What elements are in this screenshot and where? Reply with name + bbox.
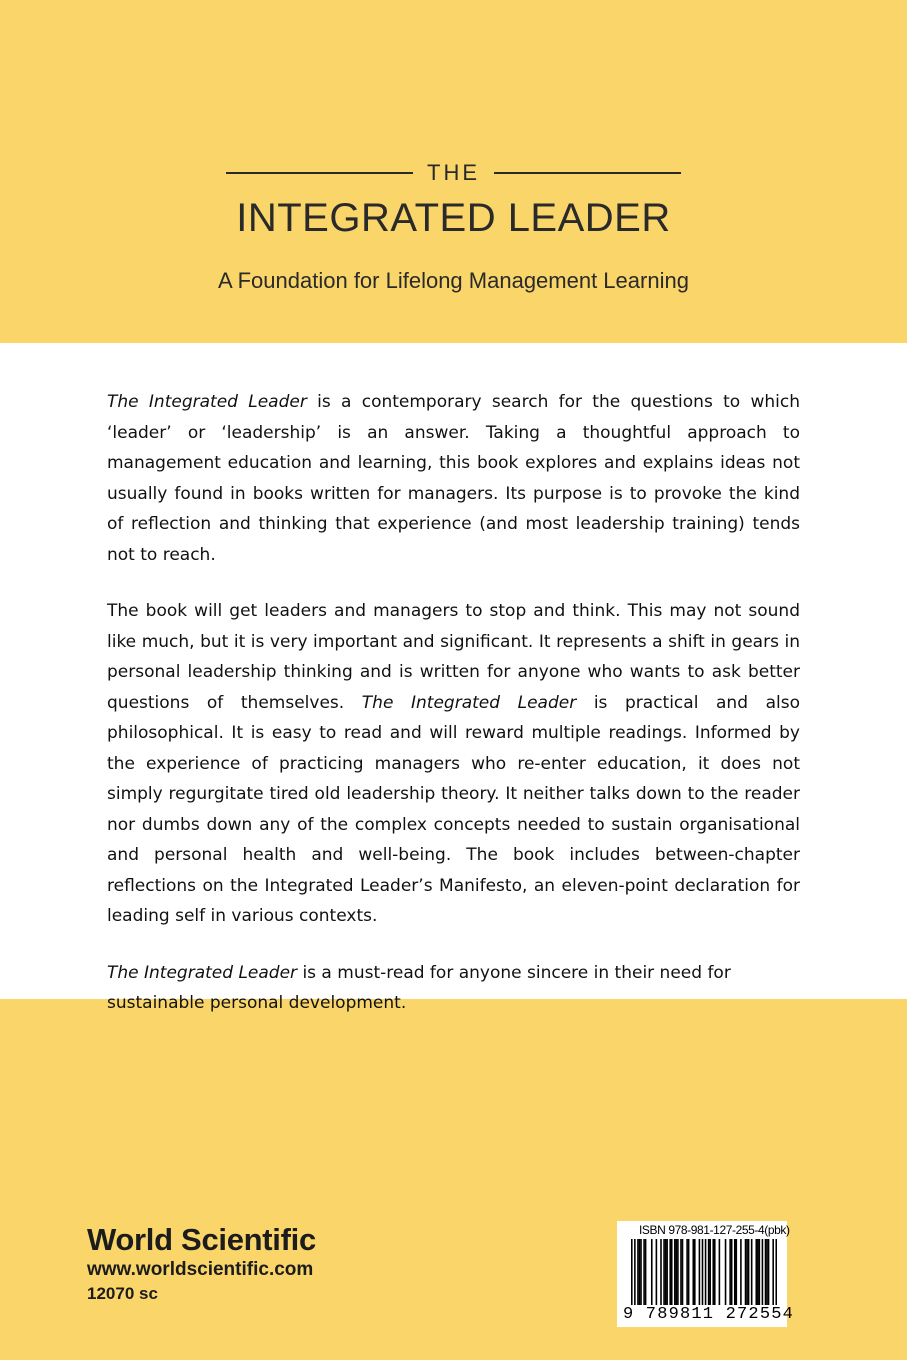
blurb-paragraph-3 (107, 958, 800, 1019)
barcode-bar (666, 1239, 668, 1305)
barcode-bar (705, 1239, 707, 1305)
barcode-bar (677, 1239, 679, 1305)
the-heading-row (0, 160, 907, 186)
book-title: INTEGRATED LEADER (236, 196, 671, 240)
barcode-bar (669, 1239, 671, 1305)
barcode-bar (751, 1239, 753, 1305)
title-article: THE (427, 160, 480, 185)
barcode-bar (714, 1239, 716, 1305)
blurb-text (107, 387, 800, 1045)
barcode-bar (734, 1239, 736, 1305)
title-mention: The Integrated Leader (361, 692, 577, 713)
barcode-bar (772, 1239, 774, 1305)
barcode-bar (736, 1239, 738, 1305)
barcode-bar (708, 1239, 710, 1305)
barcode-bar (709, 1239, 711, 1305)
barcode-bar (712, 1239, 714, 1305)
barcode-bar (762, 1239, 764, 1305)
barcode-bar (688, 1239, 690, 1305)
barcode-bar (759, 1239, 761, 1305)
barcode-bar (645, 1239, 647, 1305)
barcode-bar (740, 1239, 742, 1305)
barcode-bar (757, 1239, 759, 1305)
barcode-bar (729, 1239, 731, 1305)
publisher-name: World Scientific (87, 1222, 316, 1257)
barcode-bar (719, 1239, 721, 1305)
barcode-bar (631, 1239, 633, 1305)
publisher-url: www.worldscientific.com (87, 1259, 314, 1280)
barcode-bar (768, 1239, 770, 1305)
barcode-bar (634, 1239, 636, 1305)
barcode-bar (746, 1239, 748, 1305)
isbn-barcode (617, 1221, 795, 1327)
publisher-block (87, 1222, 316, 1306)
isbn-label: ISBN 978-981-127-255-4(pbk) (639, 1223, 790, 1237)
barcode-bar (694, 1239, 696, 1305)
barcode-bar (656, 1239, 658, 1305)
blurb-paragraph-1 (107, 387, 800, 570)
barcode-bar (745, 1239, 747, 1305)
barcode-bar (665, 1239, 667, 1305)
paragraph-text: is practical and also philosophical. It is easy to read and will reward multiple readings. Informed by the experience of practicing managers who re-enter education, it does not simply regurgitate tired old leadership theory. It neither talks down to the reader nor dumbs down any of the complex concepts needed to sustain organisational and personal health and well-being. The book includes between-chapter reflections on the Integrated Leader’s Manifesto, an eleven-point declaration for leading self in various contexts. (107, 692, 801, 926)
barcode-bar (663, 1239, 665, 1305)
barcode-bar (775, 1239, 777, 1305)
barcode-bar (702, 1239, 704, 1305)
barcode-bar (660, 1239, 662, 1305)
barcode-bar (699, 1239, 701, 1305)
barcode-bar (682, 1239, 684, 1305)
paragraph-text: is a contemporary search for the questions to which ‘leader’ or ‘leadership’ is an answer. Taking a thoughtful approach to management education and learning, this book explores and explains ideas not usually found in books written for managers. Its purpose is to provoke the kind of reflection and thinking that experience (and most leadership training) tends not to reach. (107, 392, 800, 565)
barcode-bar (643, 1239, 645, 1305)
title-mention: The Integrated Leader (107, 962, 298, 983)
barcode-bar (765, 1239, 767, 1305)
barcode-bar (725, 1239, 727, 1305)
barcode-bars (631, 1239, 777, 1305)
paragraph-text: is a must-read for anyone sincere in their need for sustainable personal development. (107, 962, 731, 1013)
paragraph-text: The book will get leaders and managers to stop and think. This may not sound like much, but it is very important and significant. It represents a shift in gears in personal leadership thinking and is written for anyone who wants to ask better questions of themselves. (107, 601, 800, 713)
barcode-bar (637, 1239, 639, 1305)
barcode-bar (766, 1239, 768, 1305)
barcode-bar (651, 1239, 653, 1305)
barcode-bar (755, 1239, 757, 1305)
barcode-bar (731, 1239, 733, 1305)
barcode-digits: 9 789811 272554 (623, 1305, 795, 1324)
product-code: 12070 sc (87, 1284, 158, 1303)
book-subtitle: A Foundation for Lifelong Management Learning (218, 268, 689, 293)
blurb-paragraph-2 (107, 596, 800, 932)
title-mention: The Integrated Leader (107, 392, 307, 412)
barcode-bar (640, 1239, 642, 1305)
barcode-bar (680, 1239, 682, 1305)
barcode-bar (686, 1239, 688, 1305)
barcode-bar (639, 1239, 641, 1305)
barcode-bar (748, 1239, 750, 1305)
right-rule (494, 172, 681, 174)
barcode-bar (671, 1239, 673, 1305)
barcode-bar (676, 1239, 678, 1305)
barcode-bar (674, 1239, 676, 1305)
barcode-bar (692, 1239, 694, 1305)
left-rule (226, 172, 413, 174)
